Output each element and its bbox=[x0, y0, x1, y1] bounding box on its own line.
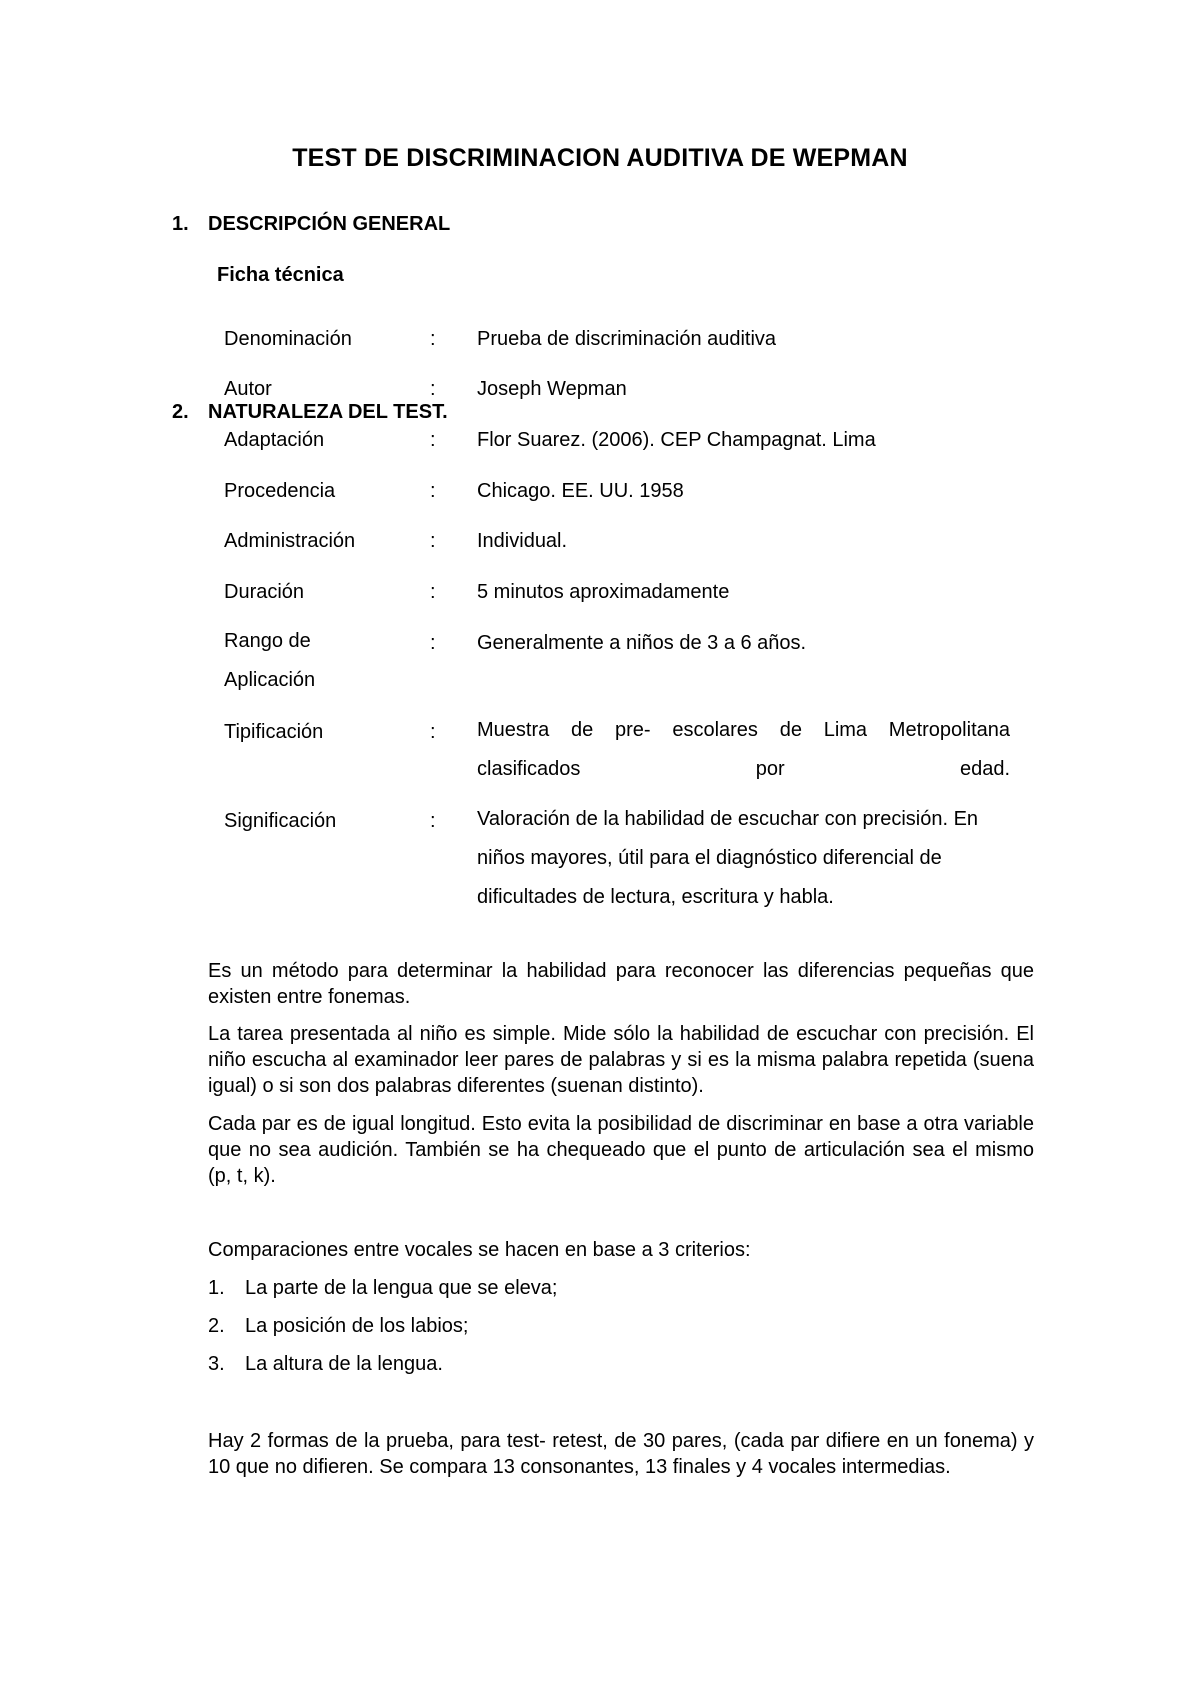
ficha-label-adaptacion: Adaptación bbox=[224, 429, 325, 451]
ficha-colon: : bbox=[430, 810, 436, 832]
ficha-colon: : bbox=[430, 429, 436, 451]
criteria-number: 1. bbox=[208, 1277, 225, 1299]
criteria-item: La altura de la lengua. bbox=[245, 1353, 443, 1375]
ficha-colon: : bbox=[430, 480, 436, 502]
ficha-colon: : bbox=[430, 721, 436, 743]
section-1-title: DESCRIPCIÓN GENERAL bbox=[208, 213, 451, 235]
ficha-colon: : bbox=[430, 632, 436, 654]
ficha-value-significacion: Valoración de la habilidad de escuchar con precisión. En niños mayores, útil para el diagnóstico diferencial de dificultades de lectura, escritura y habla. bbox=[477, 808, 979, 908]
paragraph-formas: Hay 2 formas de la prueba, para test- retest, de 30 pares, (cada par difiere en un fonema) y 10 que no difieren. Se compara 13 consonantes, 13 finales y 4 vocales intermedias. bbox=[208, 1430, 1034, 1478]
ficha-label-rango: Rango de Aplicación bbox=[224, 630, 316, 691]
section-2-title: NATURALEZA DEL TEST. bbox=[208, 401, 448, 423]
ficha-value-adaptacion: Flor Suarez. (2006). CEP Champagnat. Lima bbox=[477, 429, 876, 451]
ficha-value-procedencia: Chicago. EE. UU. 1958 bbox=[477, 480, 684, 502]
paragraph-2: La tarea presentada al niño es simple. Mide sólo la habilidad de escuchar con precisión. El niño escucha al examinador leer pares de palabras y si es la misma palabra repetida (suena igual) o si son dos palabras diferentes (suenan distinto). bbox=[208, 1023, 1034, 1097]
section-2-number: 2. bbox=[172, 401, 189, 423]
paragraph-3: Cada par es de igual longitud. Esto evita la posibilidad de discriminar en base a otra variable que no sea audición. También se ha chequeado que el punto de articulación sea el mismo (p, t, k). bbox=[208, 1113, 1034, 1187]
criteria-item: La posición de los labios; bbox=[245, 1315, 469, 1337]
document-title: TEST DE DISCRIMINACION AUDITIVA DE WEPMAN bbox=[292, 144, 908, 172]
ficha-colon: : bbox=[430, 378, 436, 400]
ficha-label-duracion: Duración bbox=[224, 581, 305, 603]
criteria-number: 3. bbox=[208, 1353, 225, 1375]
criteria-number: 2. bbox=[208, 1315, 225, 1337]
paragraph-criterios-intro: Comparaciones entre vocales se hacen en base a 3 criterios: bbox=[208, 1239, 751, 1261]
ficha-label-administracion: Administración bbox=[224, 530, 356, 552]
ficha-label-significacion: Significación bbox=[224, 810, 337, 832]
criteria-item: La parte de la lengua que se eleva; bbox=[245, 1277, 558, 1299]
paragraph-1: Es un método para determinar la habilidad para reconocer las diferencias pequeñas que existen entre fonemas. bbox=[208, 960, 1034, 1008]
ficha-value-rango: Generalmente a niños de 3 a 6 años. bbox=[477, 632, 807, 654]
ficha-colon: : bbox=[430, 581, 436, 603]
ficha-value-administracion: Individual. bbox=[477, 530, 568, 552]
ficha-heading: Ficha técnica bbox=[217, 264, 344, 286]
ficha-value-autor: Joseph Wepman bbox=[477, 378, 627, 400]
ficha-value-denominacion: Prueba de discriminación auditiva bbox=[477, 328, 777, 350]
ficha-value-duracion: 5 minutos aproximadamente bbox=[477, 581, 730, 603]
ficha-label-procedencia: Procedencia bbox=[224, 480, 336, 502]
ficha-label-autor: Autor bbox=[224, 378, 272, 400]
ficha-label-tipificacion: Tipificación bbox=[224, 721, 324, 743]
section-1-number: 1. bbox=[172, 213, 189, 235]
ficha-value-tipificacion: Muestra de pre- escolares de Lima Metropolitana clasificados por edad. bbox=[477, 719, 1010, 780]
ficha-colon: : bbox=[430, 530, 436, 552]
ficha-label-denominacion: Denominación bbox=[224, 328, 352, 350]
ficha-colon: : bbox=[430, 328, 436, 350]
